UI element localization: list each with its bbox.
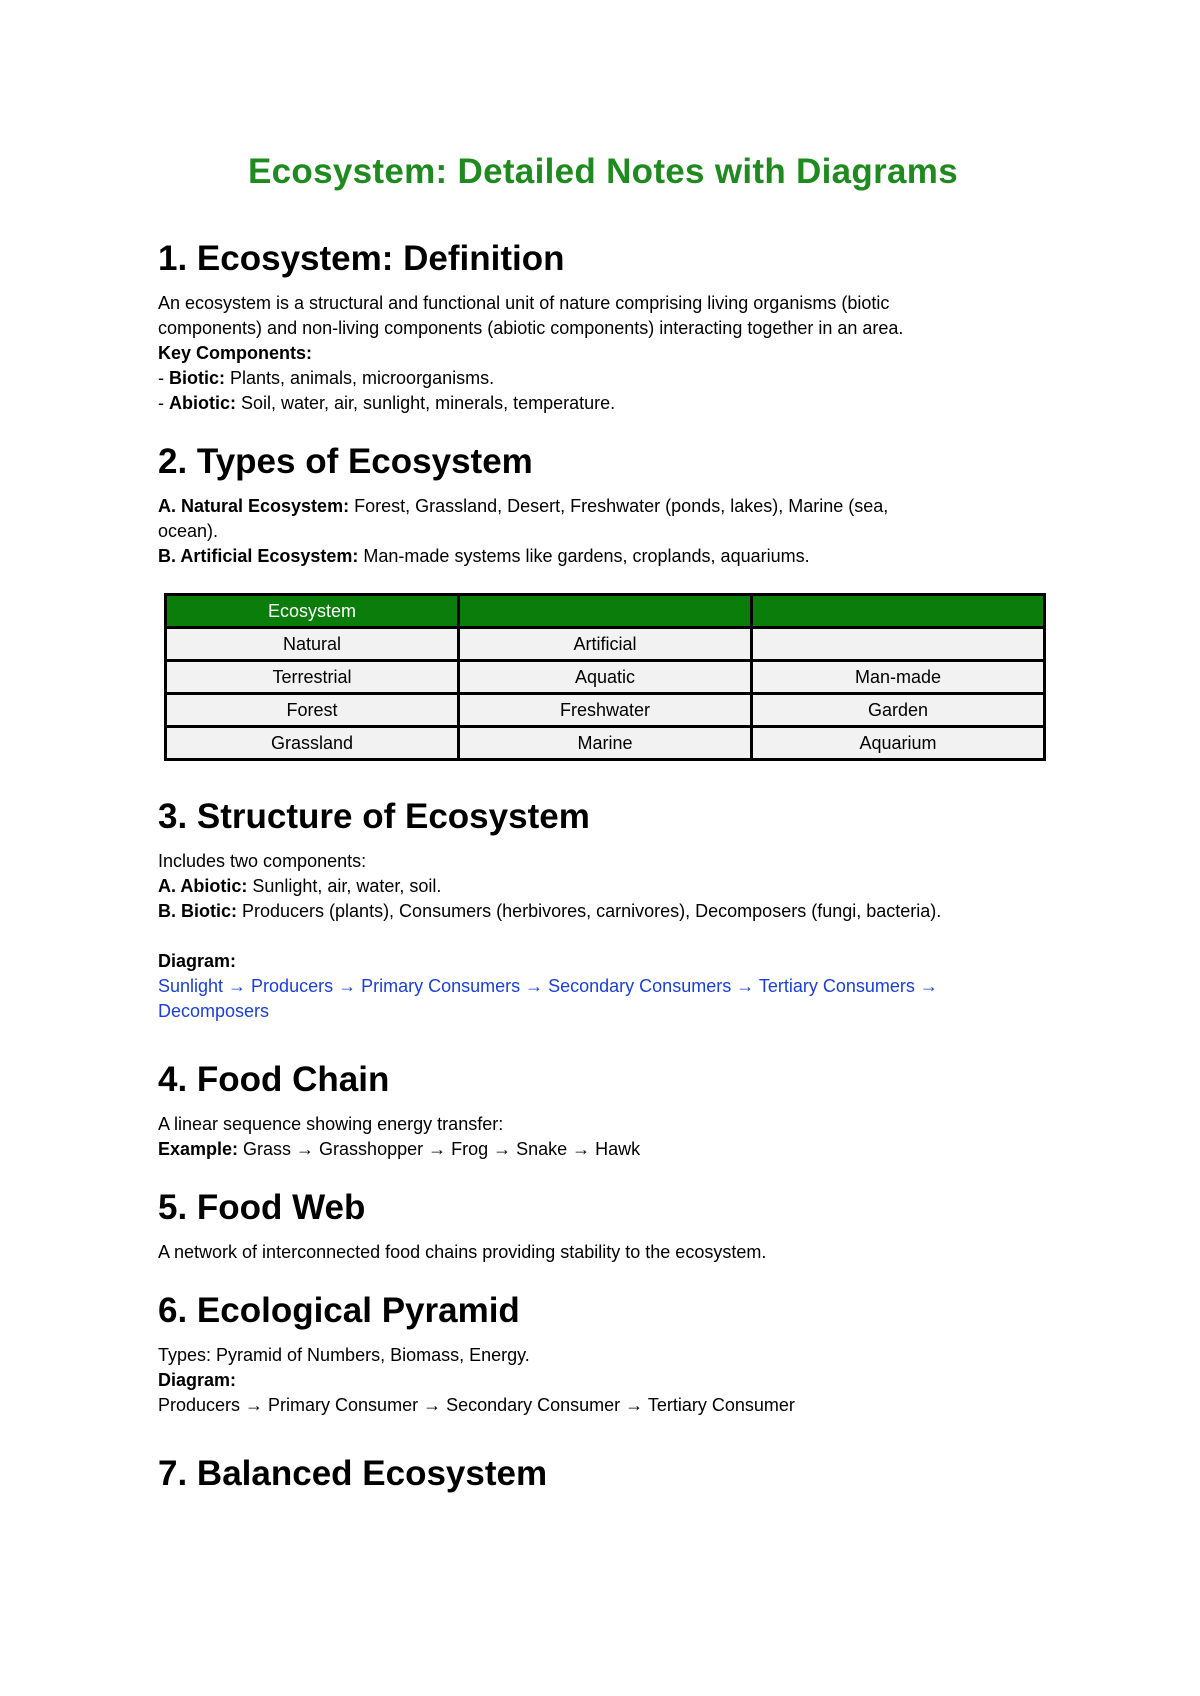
bullet-dash: - bbox=[158, 393, 169, 413]
example-text: Grass → Grasshopper → Frog → Snake → Hawk bbox=[238, 1139, 641, 1159]
diagram-flow-line: Sunlight → Producers → Primary Consumers → Secondary Consumers → Tertiary Consumers → bbox=[158, 976, 938, 996]
section-heading: 5. Food Web bbox=[158, 1188, 366, 1227]
section-types bbox=[158, 440, 1048, 761]
natural-label: A. Natural Ecosystem: bbox=[158, 496, 350, 516]
natural-text: Forest, Grassland, Desert, Freshwater (ponds, lakes), Marine (sea, bbox=[349, 496, 889, 516]
table-cell: Grassland bbox=[166, 727, 459, 760]
biotic-label: B. Biotic: bbox=[158, 901, 237, 921]
section-heading: 7. Balanced Ecosystem bbox=[158, 1454, 548, 1493]
table-header-cell bbox=[752, 595, 1045, 628]
ecosystem-types-table bbox=[164, 593, 1046, 761]
structure-intro: Includes two components: bbox=[158, 851, 367, 871]
section-heading: 6. Ecological Pyramid bbox=[158, 1291, 520, 1330]
artificial-text: Man-made systems like gardens, croplands, aquariums. bbox=[358, 546, 810, 566]
table-cell: Aquarium bbox=[752, 727, 1045, 760]
table-cell: Marine bbox=[459, 727, 752, 760]
pyramid-types: Types: Pyramid of Numbers, Biomass, Energy. bbox=[158, 1345, 530, 1365]
table-header-cell: Ecosystem bbox=[166, 595, 459, 628]
section-definition bbox=[158, 237, 1048, 416]
abiotic-label: A. Abiotic: bbox=[158, 876, 248, 896]
example-label: Example: bbox=[158, 1139, 239, 1159]
section-heading: 2. Types of Ecosystem bbox=[158, 442, 533, 481]
table-cell: Artificial bbox=[459, 628, 752, 661]
structure-abiotic-line bbox=[158, 874, 1048, 899]
structure-biotic-line bbox=[158, 899, 1048, 924]
blank-line bbox=[158, 924, 1048, 949]
diagram-flow-line: Decomposers bbox=[158, 1001, 270, 1021]
biotic-text: Plants, animals, microorganisms. bbox=[225, 368, 495, 388]
pyramid-diagram-text: Producers → Primary Consumer → Secondary Consumer → Tertiary Consumer bbox=[158, 1395, 795, 1415]
table-cell: Forest bbox=[166, 694, 459, 727]
section-heading: 1. Ecosystem: Definition bbox=[158, 239, 565, 278]
artificial-label: B. Artificial Ecosystem: bbox=[158, 546, 359, 566]
section-heading: 3. Structure of Ecosystem bbox=[158, 797, 590, 836]
section-ecological-pyramid bbox=[158, 1289, 1048, 1418]
diagram-label: Diagram: bbox=[158, 951, 237, 971]
table-row bbox=[166, 661, 1045, 694]
abiotic-line bbox=[158, 391, 1048, 416]
table-cell: Natural bbox=[166, 628, 459, 661]
section-balanced-ecosystem bbox=[158, 1452, 1048, 1496]
biotic-line bbox=[158, 366, 1048, 391]
paragraph-line: components) and non-living components (abiotic components) interacting together in an area. bbox=[158, 318, 904, 338]
paragraph-line: An ecosystem is a structural and functional unit of nature comprising living organisms (biotic bbox=[158, 293, 890, 313]
document-page bbox=[158, 150, 1048, 1520]
abiotic-label: Abiotic: bbox=[169, 393, 236, 413]
section-structure bbox=[158, 795, 1048, 1024]
table-row bbox=[166, 727, 1045, 760]
biotic-text: Producers (plants), Consumers (herbivores, carnivores), Decomposers (fungi, bacteria). bbox=[237, 901, 942, 921]
table-header-cell bbox=[459, 595, 752, 628]
table-cell: Garden bbox=[752, 694, 1045, 727]
table-cell: Man-made bbox=[752, 661, 1045, 694]
table-cell bbox=[752, 628, 1045, 661]
table-cell: Terrestrial bbox=[166, 661, 459, 694]
table-row bbox=[166, 628, 1045, 661]
table-row bbox=[166, 694, 1045, 727]
key-components-label: Key Components: bbox=[158, 343, 313, 363]
document-title: Ecosystem: Detailed Notes with Diagrams bbox=[248, 152, 958, 191]
abiotic-text: Soil, water, air, sunlight, minerals, temperature. bbox=[236, 393, 616, 413]
natural-line-cont: ocean). bbox=[158, 521, 219, 541]
section-heading: 4. Food Chain bbox=[158, 1060, 390, 1099]
diagram-label: Diagram: bbox=[158, 1370, 237, 1390]
section-food-chain bbox=[158, 1058, 1048, 1162]
abiotic-text: Sunlight, air, water, soil. bbox=[247, 876, 442, 896]
table-header-row bbox=[166, 595, 1045, 628]
table-cell: Aquatic bbox=[459, 661, 752, 694]
artificial-line bbox=[158, 544, 1048, 569]
bullet-dash: - bbox=[158, 368, 169, 388]
food-web-text: A network of interconnected food chains providing stability to the ecosystem. bbox=[158, 1242, 767, 1262]
food-chain-example bbox=[158, 1137, 1048, 1162]
natural-line bbox=[158, 494, 1048, 519]
table-cell: Freshwater bbox=[459, 694, 752, 727]
food-chain-intro: A linear sequence showing energy transfer: bbox=[158, 1114, 504, 1134]
section-food-web bbox=[158, 1186, 1048, 1265]
biotic-label: Biotic: bbox=[169, 368, 225, 388]
